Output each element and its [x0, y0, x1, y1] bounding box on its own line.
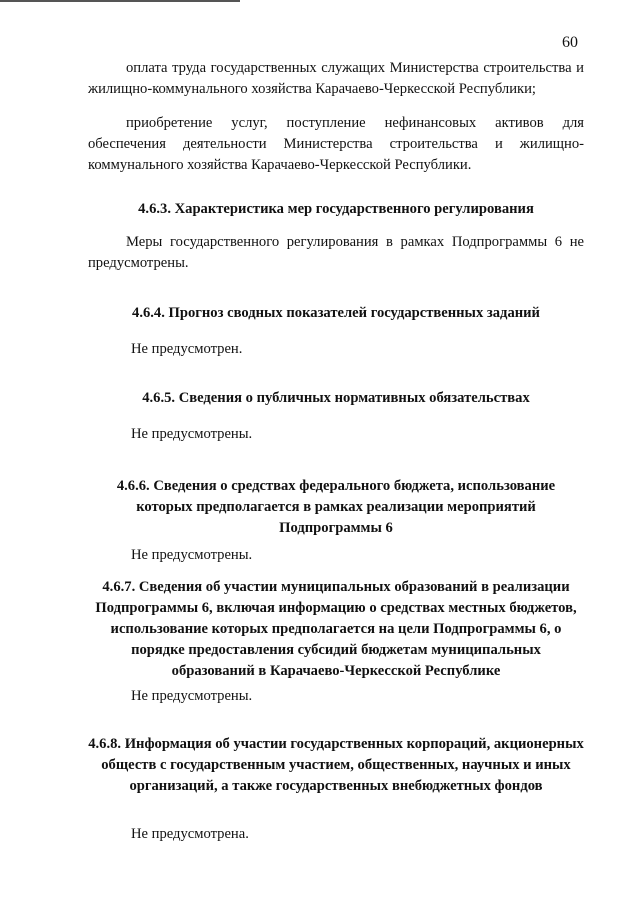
section-heading-4-6-3: 4.6.3. Характеристика мер государственного регулирования [138, 201, 534, 217]
paragraph-salary: оплата труда государственных служащих Министерства строительства и жилищно-коммунального хозяйства Карачаево-Черкесской Республики; [88, 60, 584, 97]
section-heading-4-6-8: 4.6.8. Информация об участии государственных корпораций, акционерных обществ с государственным участием, общественных, научных и иных организаций, а также государственных внебюджетных фондов [88, 736, 584, 794]
section-heading-4-6-7: 4.6.7. Сведения об участии муниципальных образований в реализации Подпрограммы 6, включая информацию о средствах местных бюджетов, использование которых предполагается на цели Подпрограммы 6, о порядке предоставления субсидий бюджетам муниципальных образований в Карачаево-Черкесской Республике [95, 579, 577, 679]
section-body-4-6-3: Меры государственного регулирования в рамках Подпрограммы 6 не предусмотрены. [88, 234, 584, 271]
section-body-4-6-5: Не предусмотрены. [131, 426, 253, 442]
top-rule [0, 0, 240, 2]
section-heading-4-6-4: 4.6.4. Прогноз сводных показателей государственных заданий [132, 305, 540, 321]
paragraph-services: приобретение услуг, поступление нефинансовых активов для обеспечения деятельности Министерства строительства и жилищно-коммунального хозяйства Карачаево-Черкесской Республики. [88, 115, 584, 173]
section-body-4-6-6: Не предусмотрены. [131, 547, 253, 563]
section-heading-4-6-6: 4.6.6. Сведения о средствах федерального бюджета, использование которых предполагается в рамках реализации мероприятий Подпрограммы 6 [116, 478, 556, 536]
section-heading-4-6-5: 4.6.5. Сведения о публичных нормативных обязательствах [142, 390, 530, 406]
section-body-4-6-8: Не предусмотрена. [131, 826, 249, 842]
section-body-4-6-7: Не предусмотрены. [131, 688, 253, 704]
section-body-4-6-4: Не предусмотрен. [131, 341, 243, 357]
page-number: 60 [562, 34, 578, 51]
